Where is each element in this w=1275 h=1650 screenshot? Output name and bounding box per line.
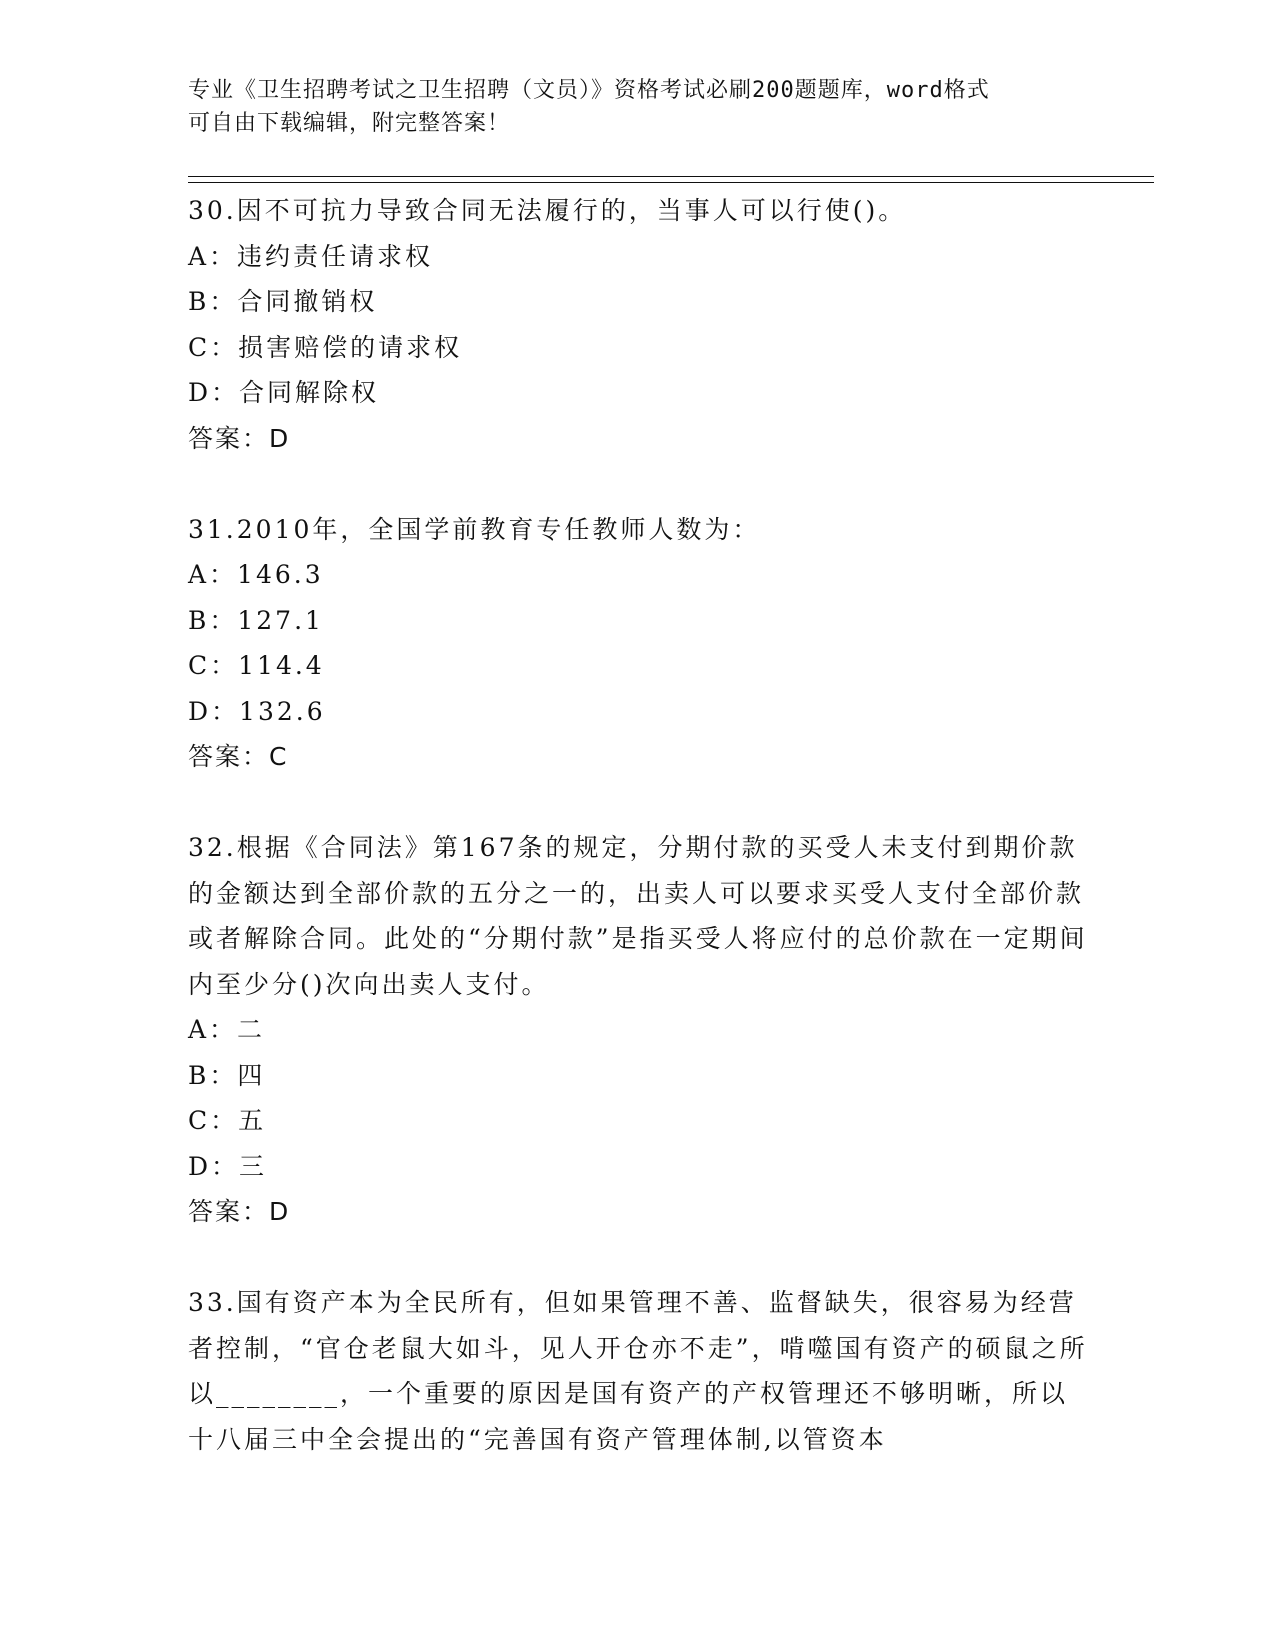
option-a: A：146.3 — [188, 560, 324, 589]
document-header — [188, 74, 1068, 140]
question-stem: 33.国有资产本为全民所有，但如果管理不善、监督缺失，很容易为经营者控制，“官仓老鼠大如斗，见人开仓亦不走”，啃噬国有资产的硕鼠之所以________，一个重要的原因是国有资产的产权管理还不够明晰，所以十八届三中全会提出的“完善国有资产管理体制,以管资本 — [188, 1288, 1088, 1454]
answer-line: 答案：D — [188, 423, 291, 453]
answer-line: 答案：D — [188, 1197, 291, 1226]
answer-line: 答案：C — [188, 742, 289, 771]
question-33 — [188, 1280, 1088, 1462]
option-b: B：127.1 — [188, 605, 324, 635]
header-divider-top — [188, 176, 1154, 177]
option-c: C：损害赔偿的请求权 — [188, 332, 463, 362]
question-stem: 31.2010年，全国学前教育专任教师人数为： — [188, 514, 761, 544]
option-c: C：114.4 — [188, 651, 325, 680]
question-stem: 32.根据《合同法》第167条的规定，分期付款的买受人未支付到期价款的金额达到全部价款的五分之一的，出卖人可以要求买受人支付全部价款或者解除合同。此处的“分期付款”是指买受人将应付的总价款在一定期间内至少分()次向出卖人支付。 — [188, 833, 1088, 999]
question-stem: 30.因不可抗力导致合同无法履行的，当事人可以行使()。 — [188, 196, 907, 225]
option-b: B：四 — [188, 1060, 266, 1090]
header-line-2: 可自由下载编辑，附完整答案！ — [188, 111, 511, 136]
option-b: B：合同撤销权 — [188, 287, 378, 316]
option-d: D：合同解除权 — [188, 378, 380, 407]
question-31 — [188, 507, 1088, 780]
question-32 — [188, 825, 1088, 1235]
question-30 — [188, 188, 1088, 461]
option-d: D：132.6 — [188, 696, 326, 726]
question-list — [188, 188, 1088, 1508]
option-c: C：五 — [188, 1106, 267, 1135]
header-divider-bottom — [188, 182, 1154, 183]
option-d: D：三 — [188, 1151, 268, 1181]
option-a: A：二 — [188, 1015, 266, 1044]
header-line-1: 专业《卫生招聘考试之卫生招聘（文员）》资格考试必刷200题题库，word格式 — [188, 78, 990, 103]
option-a: A：违约责任请求权 — [188, 241, 434, 271]
